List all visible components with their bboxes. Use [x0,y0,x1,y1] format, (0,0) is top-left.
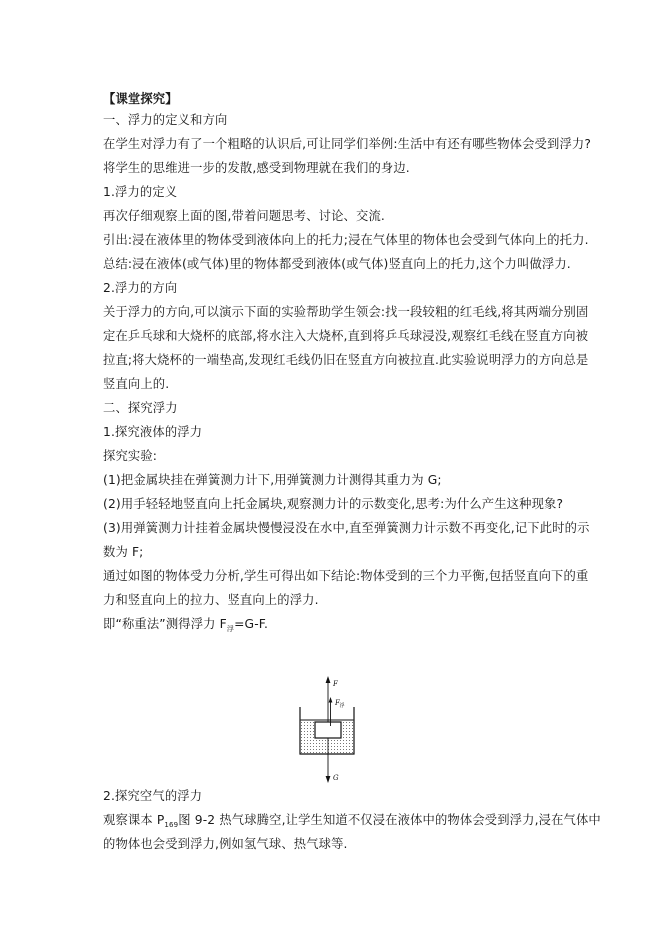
formula-suffix: =G-F. [234,617,269,631]
force-diagram-svg [300,676,362,784]
experiment-step-1: (1)把金属块挂在弹簧测力计下,用弹簧测力计测得其重力为 G; [103,473,442,487]
force-f-arrowhead [326,676,331,683]
textbook-page-number: 169 [164,821,179,829]
metal-block [315,722,341,738]
subheading-buoyancy-definition: 1.浮力的定义 [103,185,178,199]
paragraph-line: 探究实验: [103,449,158,463]
paragraph-line: 拉直;将大烧杯的一端垫高,发现红毛线仍旧在竖直方向被拉直.此实验说明浮力的方向总是 [103,353,589,367]
paragraph-line [103,812,601,833]
paragraph-line: 定在乒乓球和大烧杯的底部,将水注入大烧杯,直到将乒乓球浸没,观察红毛线在竖直方向被 [103,329,589,343]
heading-explore-buoyancy: 二、探究浮力 [103,401,178,415]
subheading-air-buoyancy: 2.探究空气的浮力 [103,789,203,803]
subheading-buoyancy-direction: 2.浮力的方向 [103,281,178,295]
paragraph-line: 的物体也会受到浮力,例如氢气球、热气球等. [103,837,348,851]
label-force-f: F [333,680,338,688]
weighing-method-formula [103,616,268,637]
paragraph-line: 引出:浸在液体里的物体受到液体向上的托力;浸在气体里的物体也会受到气体向上的托力. [103,233,589,247]
paragraph-line: 力和竖直向上的拉力、竖直向上的浮力. [103,593,319,607]
label-force-ffu: F [335,699,340,707]
label-force-ffu-subscript: 浮 [339,703,345,709]
paragraph-line: 通过如图的物体受力分析,学生可得出如下结论:物体受到的三个力平衡,包括竖直向下的重 [103,569,589,583]
paragraph-line: 竖直向上的. [103,377,170,391]
experiment-step-3: (3)用弹簧测力计挂着金属块慢慢浸没在水中,直至弹簧测力计示数不再变化,记下此时的示 [103,521,590,535]
heading-buoyancy-definition-direction: 一、浮力的定义和方向 [103,113,228,127]
label-force-g: G [333,774,339,782]
paragraph-line: 总结:浸在液体(或气体)里的物体都受到液体(或气体)竖直向上的托力,这个力叫做浮力. [103,257,571,271]
force-analysis-figure [300,676,362,784]
formula-subscript: 浮 [226,625,235,633]
paragraph-line: 在学生对浮力有了一个粗略的认识后,可让同学们举例:生活中有还有哪些物体会受到浮力? [103,137,592,151]
force-g-arrowhead [326,776,331,783]
paragraph-line: 再次仔细观察上面的图,带着问题思考、讨论、交流. [103,209,385,223]
experiment-step-3-cont: 数为 F; [103,545,144,559]
paragraph-line: 将学生的思维进一步的发散,感受到物理就在我们的身边. [103,161,410,175]
force-ffu-arrowhead [329,697,333,703]
textbook-ref-prefix: 观察课本 P [103,813,165,827]
paragraph-line: 关于浮力的方向,可以演示下面的实验帮助学生领会:找一段较粗的红毛线,将其两端分别固 [103,305,589,319]
textbook-ref-suffix: 图 9-2 热气球腾空,让学生知道不仅浸在液体中的物体会受到浮力,浸在气体中 [178,813,601,827]
subheading-liquid-buoyancy: 1.探究液体的浮力 [103,425,203,439]
section-heading-class-inquiry: 【课堂探究】 [103,92,178,106]
formula-prefix: 即“称重法”测得浮力 F [103,617,227,631]
experiment-step-2: (2)用手轻轻地竖直向上托金属块,观察测力计的示数变化,思考:为什么产生这种现象? [103,497,564,511]
